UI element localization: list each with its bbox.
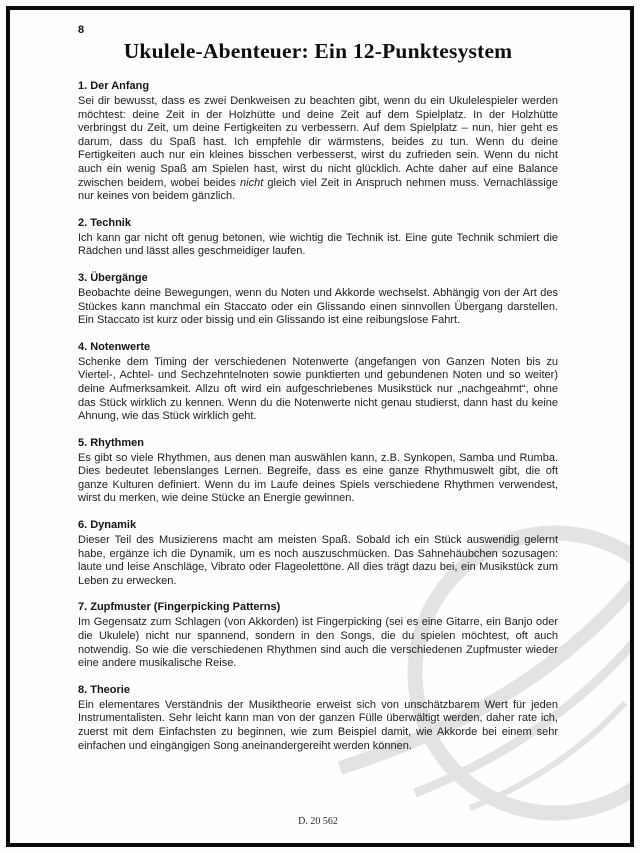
section-heading: 1. Der Anfang — [78, 80, 150, 92]
section-body: Ein elementares Verständnis der Musiktheorie erweist sich von unschätzbarem Wert für jeden Instrumentalisten. Sehr leicht kann man von der ganzen Fülle überwältigt werden, daher rate ich, zuerst mit dem Einfachsten zu beginnen, wie zum Beispiel damit, wie Akkorde bei einem sehr einfachen und eingängigen Song aneinandergereiht werden können. — [78, 698, 558, 752]
section-body: Schenke dem Timing der verschiedenen Notenwerte (angefangen von Ganzen Noten bis zu Viertel-, Achtel- und Sechzehntelnoten sowie punktierten und gebundenen Noten und so weiter) deine Aufmerksamkeit. Allzu oft wird ein aufgeschriebenes Musikstück nur „nachgeahmt“, ohne das Stück wirklich zu kennen. Wenn du die Notenwerte nicht genau studierst, dann hast du keine Ahnung, wie das Stück wirklich geht. — [78, 355, 558, 423]
section — [78, 519, 558, 588]
section-body: Es gibt so viele Rhythmen, aus denen man auswählen kann, z.B. Synkopen, Samba und Rumba. Dies bedeutet lebenslanges Lernen. Begreife, dass es eine ganze Rhythmuswelt gibt, die oft ganze Kulturen definiert. Wenn du im Laufe deines Spiels verschiedene Rhythmen verwendest, wirst du merken, wie deine Stücke an Energie gewinnen. — [78, 451, 558, 505]
section-body: Ich kann gar nicht oft genug betonen, wie wichtig die Technik ist. Eine gute Technik schmiert die Rädchen und lässt alles geschmeidiger laufen. — [78, 231, 558, 258]
section — [78, 217, 558, 259]
sections-container — [78, 80, 558, 753]
section-heading: 5. Rhythmen — [78, 436, 145, 449]
section-body: Dieser Teil des Musizierens macht am meisten Spaß. Sobald ich ein Stück auswendig gelernt habe, ergänze ich die Dynamik, um es noch auszuschmücken. Das Sahnehäubchen sozusagen: laute und leise Anschläge, Vibrato oder Flageolettöne. All dies trägt dazu bei, ein Musikstück zum Leben zu erwecken. — [78, 534, 558, 587]
section — [78, 601, 558, 670]
section — [78, 684, 558, 753]
section-heading: 3. Übergänge — [78, 271, 148, 284]
section-heading: 2. Technik — [78, 216, 131, 229]
section-body: Sei dir bewusst, dass es zwei Denkweisen zu beachten gibt, wenn du ein Ukulelespieler werden möchtest: deine Zeit in der Holzhütte und deine Zeit auf dem Spielplatz. In der Holzhütte verbringst du Zeit, um deine Fertigkeiten zu verbessern. Auf dem Spielplatz – nun, hier geht es darum, dass du Spaß hast. Ich empfehle dir wärmstens, beides zu tun. Wenn du deine Fertigkeiten auch nur ein kleines bisschen verbesserst, wirst du zufrieden sein. Wenn du nicht auch ein wenig Spaß am Spielen hast, wirst du nicht glücklich. Achte daher auf eine Balance zwischen beidem, wobei beides nicht gleich viel Zeit in Anspruch nehmen muss. Vernachlässige nur keines von beidem gänzlich. — [78, 95, 558, 203]
section — [78, 272, 558, 328]
section-heading: 4. Notenwerte — [78, 340, 151, 353]
section — [78, 80, 558, 204]
page-title: Ukulele-Abenteuer: Ein 12-Punktesystem — [123, 39, 513, 63]
section-heading: 6. Dynamik — [78, 519, 137, 532]
page-content — [78, 22, 558, 833]
section-body: Im Gegensatz zum Schlagen (von Akkorden) ist Fingerpicking (sei es eine Gitarre, ein Banjo oder die Ukulele) nicht nur spannend, sondern in den Songs, die du spielen möchtest, oft auch notwendig. So wie die verschiedenen Rhythmen sind auch die verschiedenen Zupfmuster wieder eine andere musikalische Reise. — [78, 616, 558, 670]
section-heading: 7. Zupfmuster (Fingerpicking Patterns) — [78, 601, 281, 614]
section-heading: 8. Theorie — [78, 683, 130, 696]
section — [78, 341, 558, 424]
page-border-frame — [6, 6, 634, 847]
catalog-number: D. 20 562 — [298, 816, 338, 827]
page-number: 8 — [78, 24, 85, 36]
section-body: Beobachte deine Bewegungen, wenn du Noten und Akkorde wechselst. Abhängig von der Art des Stückes kann manchmal ein Staccato oder ein Glissando einen sinnvollen Übergang darstellen. Ein Staccato ist kurz oder bissig und ein Glissando ist eine reibungslose Fahrt. — [78, 286, 558, 327]
section — [78, 437, 558, 506]
